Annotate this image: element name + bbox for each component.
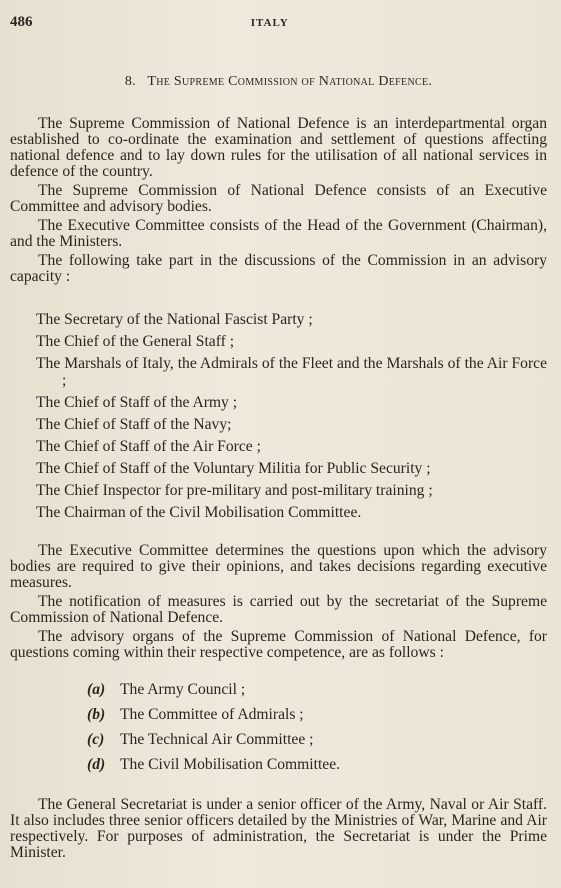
item-text: The Committee of Admirals ; bbox=[120, 706, 304, 723]
paragraph-executive-committee: The Executive Committee consists of the Head of the Government (Chairman), and the Ministers. bbox=[10, 217, 547, 250]
item-text: The Technical Air Committee ; bbox=[120, 731, 314, 748]
paragraph-advisory-intro: The following take part in the discussions of the Commission in an advisory capacity : bbox=[10, 252, 547, 285]
paragraph-executive-duties: The Executive Committee determines the questions upon which the advisory bodies are required to give their opinions, and takes decisions regarding executive measures. bbox=[10, 542, 547, 591]
item-marker: (b) bbox=[87, 706, 106, 723]
item-marker: (c) bbox=[87, 731, 105, 748]
list-item: The Chief of Staff of the Army ; bbox=[36, 394, 238, 411]
list-item: The Chief of the General Staff ; bbox=[36, 333, 235, 350]
list-item bbox=[87, 706, 547, 723]
list-item: The Chairman of the Civil Mobilisation Committee. bbox=[36, 504, 362, 521]
list-item: The Chief Inspector for pre-military and post-military training ; bbox=[36, 482, 433, 499]
section-title: The Supreme Commission of National Defence. bbox=[147, 74, 433, 89]
list-item bbox=[87, 681, 547, 698]
running-head: ITALY bbox=[250, 17, 289, 29]
list-item: The Chief of Staff of the Voluntary Militia for Public Security ; bbox=[36, 460, 431, 477]
paragraph-notification: The notification of measures is carried out by the secretariat of the Supreme Commission of National Defence. bbox=[10, 593, 547, 626]
list-item bbox=[87, 756, 547, 773]
list-item: The Secretary of the National Fascist Party ; bbox=[36, 311, 313, 328]
page-header bbox=[10, 14, 547, 36]
paragraph-general-secretariat: The General Secretariat is under a senior officer of the Army, Naval or Air Staff. It also includes three senior officers detailed by the Ministries of War, Marine and Air respectively. For purposes of administration, the Secretariat is under the Prime Minister. bbox=[10, 796, 547, 861]
item-marker: (a) bbox=[87, 681, 106, 698]
item-text: The Civil Mobilisation Committee. bbox=[120, 756, 341, 773]
section-number: 8. bbox=[124, 74, 136, 89]
paragraph-organs-intro: The advisory organs of the Supreme Commission of National Defence, for questions coming within their respective competence, are as follows : bbox=[10, 628, 547, 661]
paragraph-composition: The Supreme Commission of National Defence consists of an Executive Committee and advisory bodies. bbox=[10, 182, 547, 215]
list-item: The Marshals of Italy, the Admirals of the Fleet and the Marshals of the Air Force ; bbox=[36, 355, 547, 389]
list-item: The Chief of Staff of the Air Force ; bbox=[36, 438, 261, 455]
advisory-members-list bbox=[10, 311, 547, 521]
paragraph-purpose: The Supreme Commission of National Defence is an interdepartmental organ established to co-ordinate the examination and settlement of questions affecting national defence and to lay down rules for the utilisation of all national services in defence of the country. bbox=[10, 115, 547, 180]
item-text: The Army Council ; bbox=[120, 681, 246, 698]
list-item bbox=[87, 731, 547, 748]
item-marker: (d) bbox=[87, 756, 106, 773]
section-heading bbox=[10, 74, 547, 90]
page-number: 486 bbox=[10, 14, 33, 30]
list-item: The Chief of Staff of the Navy; bbox=[36, 416, 232, 433]
advisory-organs-list bbox=[10, 681, 547, 773]
